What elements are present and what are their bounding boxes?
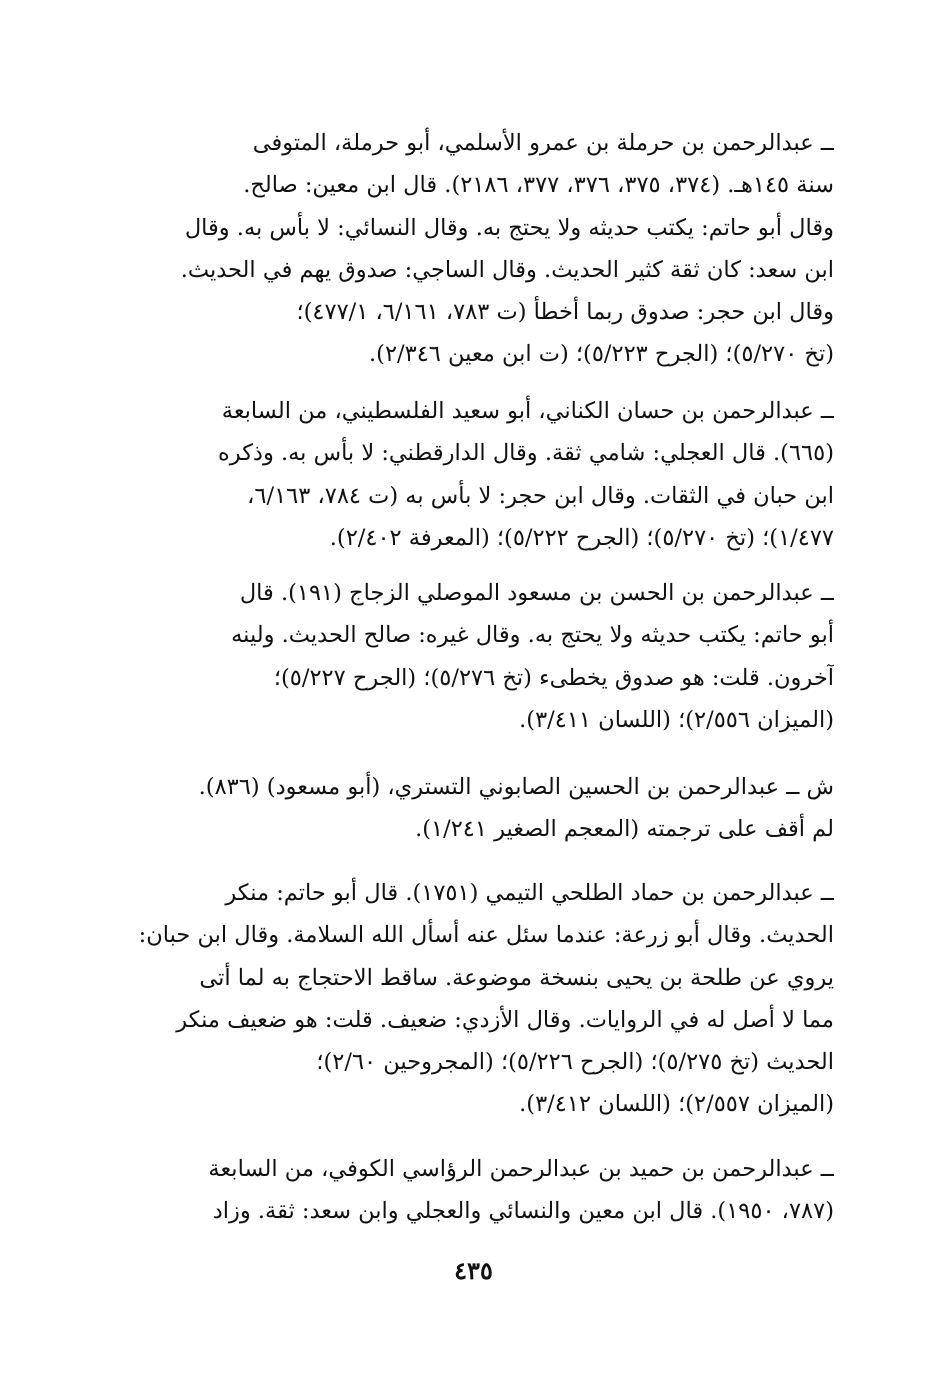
page-number: ٤٣٥ [454, 1256, 493, 1285]
entry-abdulrahman-bin-al-husain [118, 766, 834, 851]
text-line: ابن حبان في الثقات. وقال ابن حجر: لا بأس به (ت ٧٨٤، ٦/١٦٣، [247, 482, 834, 509]
text-line: لم أقف على ترجمته (المعجم الصغير ١/٢٤١). [415, 816, 834, 843]
entry-abdulrahman-bin-al-hasan [118, 572, 834, 741]
text-line: ــ عبدالرحمن بن حماد الطلحي التيمي (١٧٥١). قال أبو حاتم: منكر [225, 880, 834, 906]
entry-abdulrahman-bin-harmala [118, 122, 834, 376]
text-line: (الميزان ٢/٥٥٧)؛ (اللسان ٣/٤١٢). [519, 1091, 834, 1118]
text-line: وقال ابن حجر: صدوق ربما أخطأ (ت ٧٨٣، ٦/١٦١، ٤٧٧/١)؛ [296, 299, 834, 326]
text-line: وقال أبو حاتم: يكتب حديثه ولا يحتج به. وقال النسائي: لا بأس به. وقال [184, 214, 834, 241]
text-line: مما لا أصل له في الروايات. وقال الأزدي: ضعيف. قلت: هو ضعيف منكر [176, 1006, 834, 1033]
text-line: آخرون. قلت: هو صدوق يخطىء (تخ ٥/٢٧٦)؛ (الجرح ٥/٢٢٧)؛ [273, 664, 834, 691]
text-line: سنة ١٤٥هـ. (٣٧٤، ٣٧٥، ٣٧٦، ٣٧٧، ٢١٨٦). قال ابن معين: صالح. [243, 172, 834, 199]
text-line: الحديث. وقال أبو زرعة: عندما سئل عنه أسأل الله السلامة. وقال ابن حبان: [138, 922, 834, 949]
text-line: (تخ ٥/٢٧٠)؛ (الجرح ٥/٢٢٣)؛ (ت ابن معين ٢/٣٤٦). [369, 341, 834, 368]
text-line: ــ عبدالرحمن بن حسان الكناني، أبو سعيد الفلسطيني، من السابعة [221, 398, 834, 424]
entry-abdulrahman-bin-hammad [118, 872, 834, 1126]
text-line: (٧٨٧، ١٩٥٠). قال ابن معين والنسائي والعجلي وابن سعد: ثقة. وزاد [212, 1198, 834, 1225]
text-line: ابن سعد: كان ثقة كثير الحديث. وقال الساجي: صدوق يهم في الحديث. [180, 256, 834, 283]
text-line: (٦٦٥). قال العجلي: شامي ثقة. وقال الدارقطني: لا بأس به. وذكره [218, 440, 834, 467]
entry-abdulrahman-bin-humaid [118, 1148, 834, 1233]
text-line: يروي عن طلحة بن يحيى بنسخة موضوعة. ساقط الاحتجاج به لما أتى [199, 964, 834, 991]
text-line: ــ عبدالرحمن بن حرملة بن عمرو الأسلمي، أبو حرملة، المتوفى [252, 130, 834, 156]
text-line: ــ عبدالرحمن بن الحسن بن مسعود الموصلي الزجاج (١٩١). قال [239, 580, 834, 606]
text-line: الحديث (تخ ٥/٢٧٥)؛ (الجرح ٥/٢٢٦)؛ (المجروحين ٢/٦٠)؛ [316, 1049, 834, 1076]
text-line: ١/٤٧٧)؛ (تخ ٥/٢٧٠)؛ (الجرح ٥/٢٢٢)؛ (المعرفة ٢/٤٠٢). [329, 524, 834, 551]
text-line: ش ــ عبدالرحمن بن الحسين الصابوني التستري، (أبو مسعود) (٨٣٦). [198, 774, 834, 800]
text-line: أبو حاتم: يكتب حديثه ولا يحتج به. وقال غيره: صالح الحديث. ولينه [231, 622, 834, 649]
text-line: (الميزان ٢/٥٥٦)؛ (اللسان ٣/٤١١). [519, 706, 834, 733]
entry-abdulrahman-bin-hassan [118, 390, 834, 559]
text-line: ــ عبدالرحمن بن حميد بن عبدالرحمن الرؤاسي الكوفي، من السابعة [208, 1156, 834, 1182]
